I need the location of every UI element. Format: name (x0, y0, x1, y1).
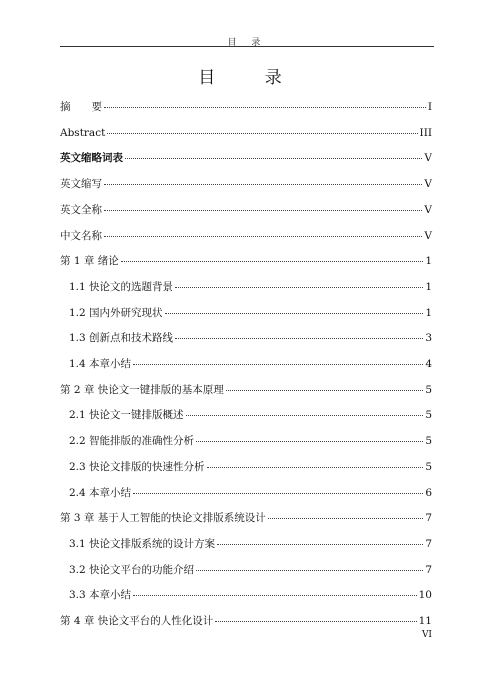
toc-entry-page: 7 (425, 563, 432, 576)
dot-leader (133, 483, 423, 494)
toc-entry[interactable] (69, 305, 432, 320)
dot-leader (217, 534, 423, 545)
toc-entry-title: 第 4 章 快论文平台的人性化设计 (60, 615, 214, 627)
toc-entry[interactable] (69, 433, 432, 448)
toc-entry[interactable] (69, 330, 432, 345)
toc-entry[interactable] (60, 613, 432, 628)
toc-entry[interactable] (69, 356, 432, 371)
toc-entry-page: 5 (425, 460, 432, 473)
toc-entry[interactable] (69, 407, 432, 422)
toc-entry-page: III (419, 126, 432, 139)
toc-entry-title: Abstract (60, 126, 106, 139)
toc-entry[interactable] (60, 99, 432, 114)
toc-entry-title: 英文全称 (60, 203, 102, 216)
toc-entry-page: V (424, 178, 432, 191)
toc-entry-title: 2.4 本章小结 (69, 486, 132, 499)
dot-leader (104, 174, 422, 185)
dot-leader (104, 226, 422, 237)
toc-entry-page: 11 (418, 615, 432, 627)
toc-entry-title: 3.1 快论文排版系统的设计方案 (69, 537, 216, 550)
toc-entry[interactable] (60, 228, 432, 243)
dot-leader (215, 611, 416, 622)
toc-entry[interactable] (69, 485, 432, 500)
toc-entry-page: V (424, 152, 432, 165)
toc-entry-page: V (424, 229, 432, 242)
toc-entry-title: 英文缩写 (60, 178, 102, 191)
toc-entry-page: 1 (425, 255, 432, 268)
toc-title: 目 录 (198, 68, 304, 88)
toc-entry-title: 1.2 国内外研究现状 (69, 306, 163, 319)
toc-entry-title: 2.2 智能排版的准确性分析 (69, 435, 195, 448)
toc-entry-page: I (427, 101, 432, 113)
toc-entry[interactable] (60, 382, 432, 397)
toc-entry-title: 3.2 快论文平台的功能介绍 (69, 563, 195, 576)
toc-entry[interactable] (69, 279, 432, 294)
dot-leader (104, 200, 422, 211)
dot-leader (186, 405, 424, 416)
toc-entry-page: 5 (425, 409, 432, 422)
dot-leader (121, 251, 424, 262)
toc-entry-page: 6 (425, 486, 432, 499)
toc-entry[interactable] (60, 125, 432, 140)
dot-leader (226, 380, 424, 391)
toc-entry[interactable] (60, 202, 432, 217)
toc-entry-page: 5 (425, 435, 432, 448)
toc-entry-title: 摘 要 (60, 101, 102, 113)
toc-entry-page: 4 (425, 358, 432, 370)
toc-entry[interactable] (60, 150, 432, 165)
dot-leader (104, 97, 426, 108)
toc-entry[interactable] (69, 587, 432, 602)
dot-leader (196, 431, 423, 442)
toc-entry-title: 第 2 章 快论文一键排版的基本原理 (60, 383, 224, 396)
toc-entry-title: 第 3 章 基于人工智能的快论文排版系统设计 (60, 512, 266, 525)
toc-entry[interactable] (60, 510, 432, 525)
toc-entry[interactable] (60, 253, 432, 268)
toc-entry[interactable] (69, 459, 432, 474)
toc-entry[interactable] (69, 562, 432, 577)
toc-entry-page: 7 (425, 537, 432, 550)
toc-entry-page: 7 (425, 512, 432, 525)
page-number: VI (421, 630, 432, 640)
dot-leader (165, 303, 424, 314)
running-header: 目 录 (227, 38, 267, 48)
toc-entry-title: 2.1 快论文一键排版概述 (69, 409, 184, 422)
toc-entry-page: 10 (418, 589, 432, 602)
toc-entry-title: 中文名称 (60, 229, 102, 242)
toc-entry-title: 英文缩略词表 (60, 152, 123, 165)
toc-entry-title: 第 1 章 绪论 (60, 255, 119, 268)
dot-leader (268, 508, 424, 519)
toc-entry-title: 1.1 快论文的选题背景 (69, 280, 174, 293)
toc-entry-page: 1 (425, 280, 432, 293)
dot-leader (175, 328, 423, 339)
dot-leader (175, 277, 423, 288)
toc-entry-page: 1 (425, 306, 432, 319)
toc-entry[interactable] (69, 536, 432, 551)
toc-entry[interactable] (60, 176, 432, 191)
toc-entry-title: 1.3 创新点和技术路线 (69, 332, 174, 345)
toc-entry-page: 3 (425, 332, 432, 345)
dot-leader (207, 457, 424, 468)
dot-leader (196, 560, 423, 571)
dot-leader (107, 123, 417, 134)
toc-entry-page: 5 (425, 383, 432, 396)
toc-entry-title: 3.3 本章小结 (69, 589, 132, 602)
dot-leader (133, 585, 417, 596)
dot-leader (125, 148, 422, 159)
toc-entry-title: 2.3 快论文排版的快速性分析 (69, 460, 205, 473)
toc-entry-title: 1.4 本章小结 (69, 358, 132, 370)
toc-entry-page: V (424, 203, 432, 216)
dot-leader (133, 354, 423, 365)
